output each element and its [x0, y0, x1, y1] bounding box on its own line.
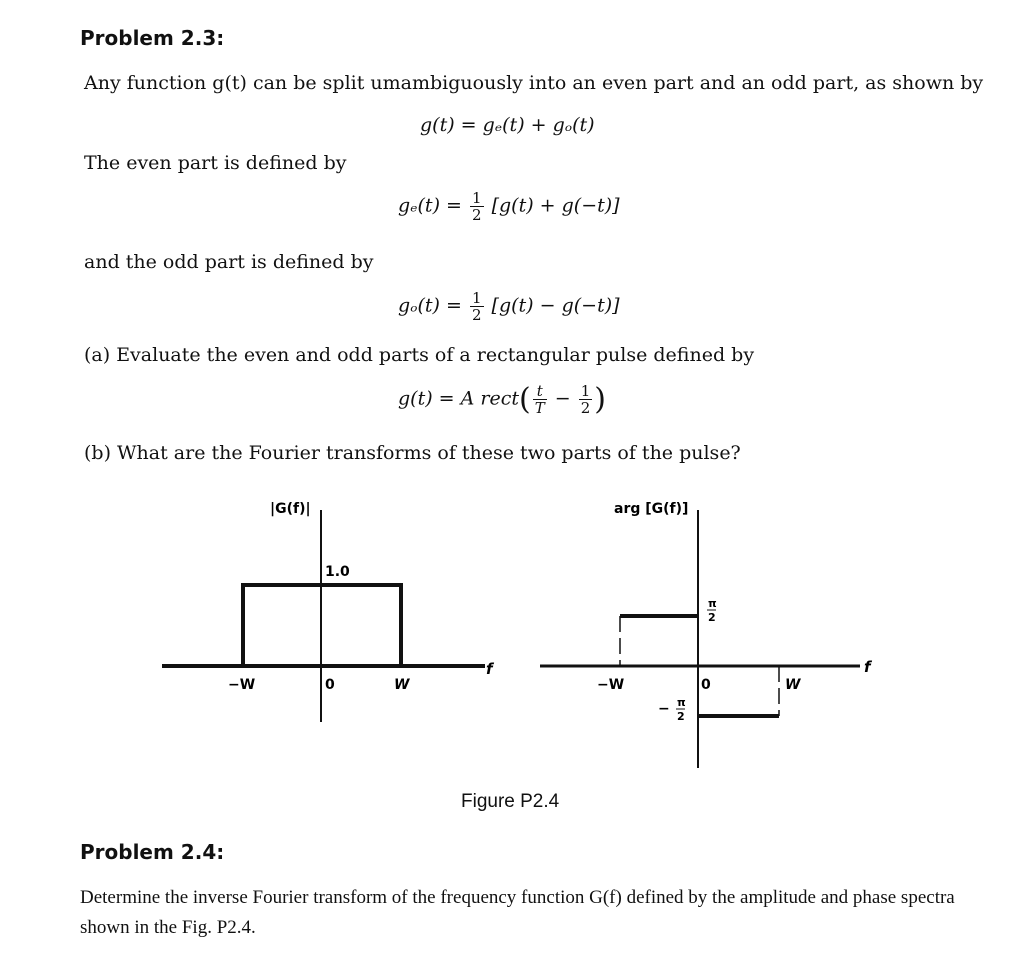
part-a-text: (a) Evaluate the even and odd parts of a rectangular pulse defined by	[84, 344, 755, 366]
problem-2-4-body: Determine the inverse Fourier transform of the frequency function G(f) defined by the amplitude and phase spectra shown in the Fig. P2.4.	[80, 887, 955, 938]
phase-neg-pi: π	[677, 696, 686, 709]
amplitude-spectrum-plot	[162, 501, 495, 722]
phase-x-label-w: W	[785, 677, 801, 693]
phase-x-label-zero: 0	[701, 677, 711, 693]
equation-pulse	[398, 382, 606, 417]
equation-split: g(t) = gₑ(t) + gₒ(t)	[420, 114, 595, 136]
phase-x-label-minus-w: −W	[597, 677, 625, 693]
phase-neg-sign: −	[658, 701, 670, 717]
fraction-denominator: T	[534, 399, 545, 417]
equation-even-fraction	[470, 190, 484, 223]
phase-axis-title: arg [G(f)]	[614, 501, 689, 517]
equation-pulse-fraction-1	[533, 383, 547, 416]
equation-odd-fraction	[470, 290, 484, 323]
even-part-intro: The even part is defined by	[84, 152, 347, 174]
phase-pos-two: 2	[708, 611, 716, 624]
equation-even	[398, 190, 620, 223]
amplitude-f-label: f	[486, 660, 493, 678]
equation-odd-rhs: [g(t) − g(−t)]	[491, 294, 620, 317]
right-paren: )	[594, 382, 607, 417]
fraction-denominator: 2	[472, 206, 482, 224]
equation-odd	[398, 290, 620, 323]
equation-odd-lhs: gₒ(t) =	[398, 294, 462, 317]
amplitude-axis-title: |G(f)|	[270, 501, 311, 517]
problem-2-4-heading: Problem 2.4:	[80, 840, 225, 864]
fraction-denominator: 2	[580, 399, 591, 417]
amplitude-level-label: 1.0	[325, 564, 350, 580]
fraction-denominator: 2	[471, 306, 482, 324]
problem-2-3-heading: Problem 2.3:	[80, 26, 225, 50]
equation-even-lhs: gₑ(t) =	[398, 194, 462, 217]
figure-caption: Figure P2.4	[461, 791, 560, 812]
fraction-numerator: 1	[580, 382, 591, 400]
fraction-numerator: 1	[472, 189, 482, 207]
amplitude-x-label-zero: 0	[325, 677, 335, 693]
fraction-numerator: t	[533, 383, 547, 400]
left-paren: (	[519, 382, 531, 417]
equation-pulse-fraction-2	[579, 383, 593, 416]
phase-neg-two: 2	[677, 710, 685, 723]
equation-even-rhs: [g(t) + g(−t)]	[491, 194, 620, 217]
amplitude-x-label-w: W	[394, 677, 410, 693]
odd-part-intro: and the odd part is defined by	[84, 251, 374, 273]
problem-2-3-intro: Any function g(t) can be split umambiguously into an even part and an odd part, as shown by	[84, 72, 984, 94]
figure-p2-4	[0, 490, 1024, 780]
phase-spectrum-plot	[540, 501, 873, 768]
equation-pulse-minus: −	[554, 387, 571, 410]
amplitude-x-label-minus-w: −W	[228, 677, 256, 693]
phase-pos-pi: π	[708, 597, 717, 610]
phase-f-label: f	[864, 658, 871, 676]
fraction-numerator: 1	[471, 289, 482, 307]
equation-pulse-lhs: g(t) = A rect	[398, 387, 519, 410]
part-b-text: (b) What are the Fourier transforms of these two parts of the pulse?	[84, 442, 741, 464]
